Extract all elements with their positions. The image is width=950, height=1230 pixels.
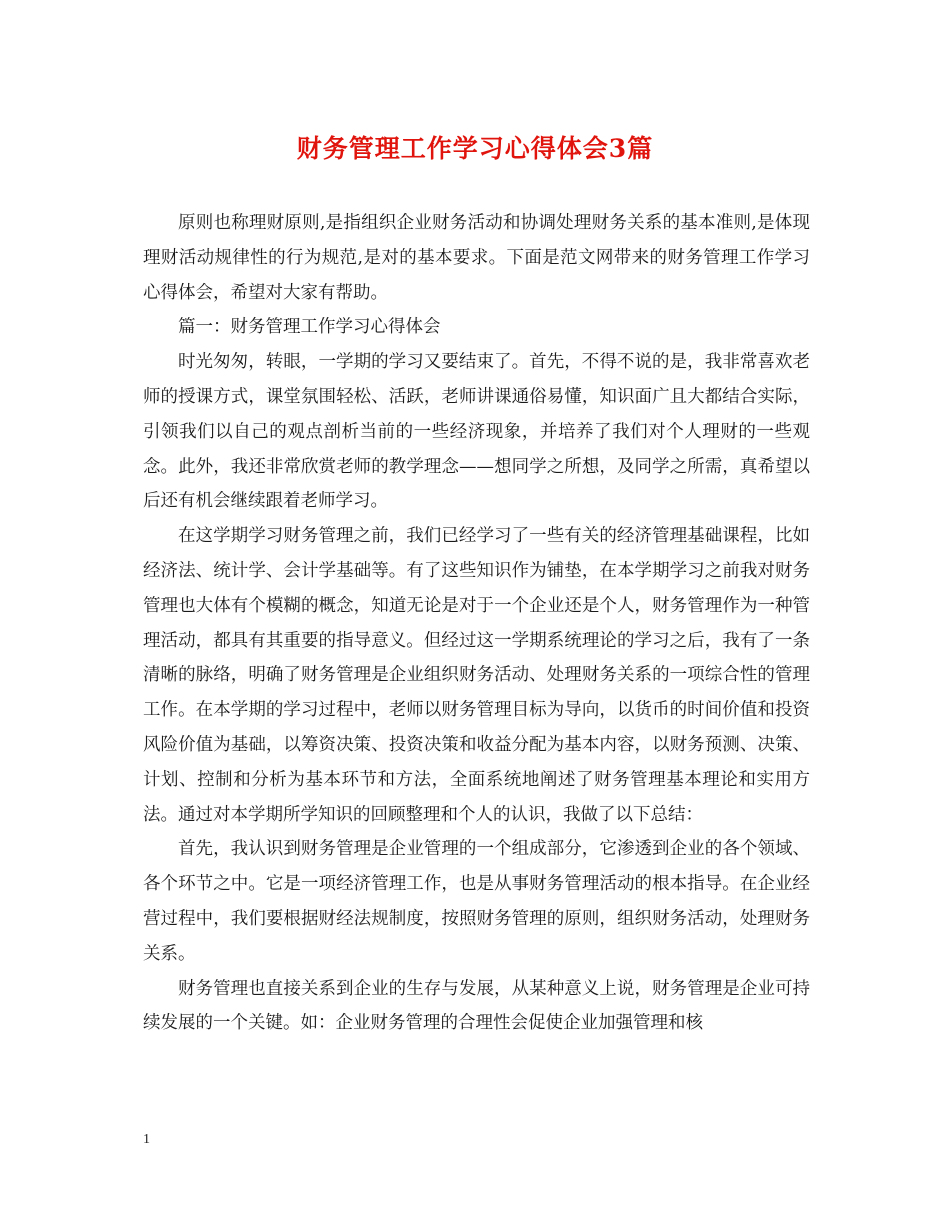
document-title: 财务管理工作学习心得体会3篇 xyxy=(296,134,654,163)
page-number: 1 xyxy=(143,1132,150,1147)
paragraph: 时光匆匆，转眼，一学期的学习又要结束了。首先，不得不说的是，我非常喜欢老师的授课方式，课堂氛围轻松、活跃，老师讲课通俗易懂，知识面广且大都结合实际，引领我们以自己的观点剖析当前的一些经济现象，并培养了我们对个人理财的一些观念。此外，我还非常欣赏老师的教学理念——想同学之所想，及同学之所需，真希望以后还有机会继续跟着老师学习。 xyxy=(143,352,810,512)
paragraph: 财务管理也直接关系到企业的生存与发展，从某种意义上说，财务管理是企业可持续发展的一个关键。如：企业财务管理的合理性会促使企业加强管理和核 xyxy=(143,978,810,1034)
document-body xyxy=(143,206,810,1041)
section-heading: 篇一：财务管理工作学习心得体会 xyxy=(178,317,441,338)
paragraph-intro: 原则也称理财原则,是指组织企业财务活动和协调处理财务关系的基本准则,是体现理财活动规律性的行为规范,是对的基本要求。下面是范文网带来的财务管理工作学习心得体会，希望对大家有帮助。 xyxy=(143,213,810,303)
paragraph: 在这学期学习财务管理之前，我们已经学习了一些有关的经济管理基础课程，比如经济法、统计学、会计学基础等。有了这些知识作为铺垫，在本学期学习之前我对财务管理也大体有个模糊的概念，知道无论是对于一个企业还是个人，财务管理作为一种管理活动，都具有其重要的指导意义。但经过这一学期系统理论的学习之后，我有了一条清晰的脉络，明确了财务管理是企业组织财务活动、处理财务关系的一项综合性的管理工作。在本学期的学习过程中，老师以财务管理目标为导向，以货币的时间价值和投资风险价值为基础，以筹资决策、投资决策和收益分配为基本内容，以财务预测、决策、计划、控制和分析为基本环节和方法，全面系统地阐述了财务管理基本理论和实用方法。通过对本学期所学知识的回顾整理和个人的认识，我做了以下总结： xyxy=(143,526,810,825)
paragraph: 首先，我认识到财务管理是企业管理的一个组成部分，它渗透到企业的各个领域、各个环节之中。它是一项经济管理工作，也是从事财务管理活动的根本指导。在企业经营过程中，我们要根据财经法规制度，按照财务管理的原则，组织财务活动，处理财务关系。 xyxy=(143,839,810,964)
